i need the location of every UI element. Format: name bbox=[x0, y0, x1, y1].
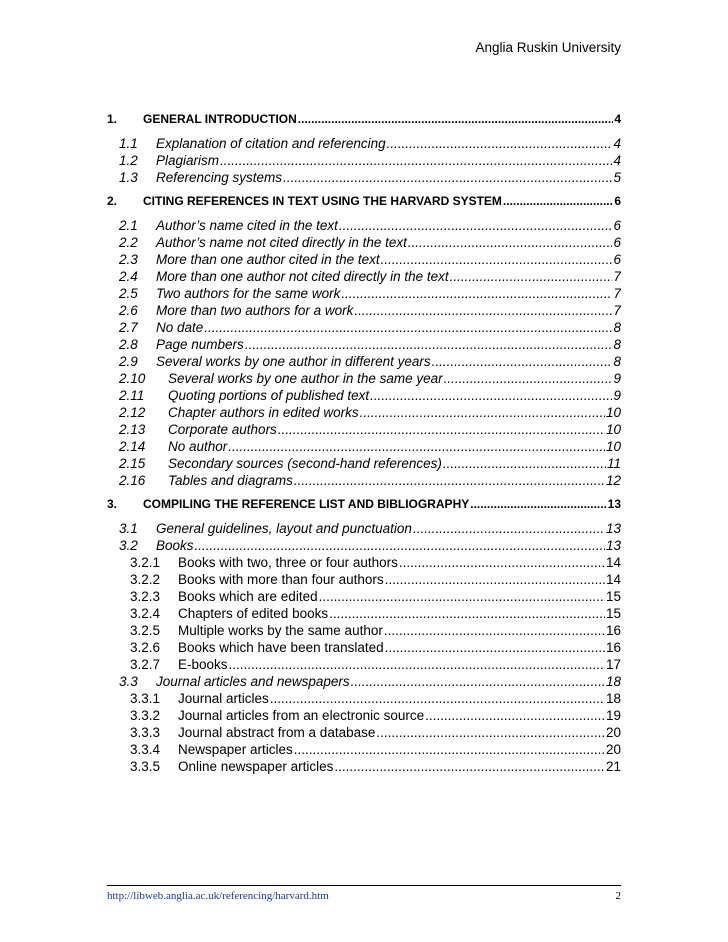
toc-entry[interactable] bbox=[107, 319, 621, 336]
toc-entry-number: 1.2 bbox=[119, 153, 138, 168]
toc-leader-dots bbox=[294, 741, 605, 758]
toc-leader-dots bbox=[425, 707, 605, 724]
toc-leader-dots bbox=[444, 370, 613, 387]
toc-entry-title: Journal articles bbox=[178, 691, 269, 706]
toc-entry-title: Chapters of edited books bbox=[178, 606, 329, 621]
footer-url-link[interactable]: http://libweb.anglia.ac.uk/referencing/harvard.htm bbox=[107, 890, 329, 902]
toc-leader-dots bbox=[443, 455, 606, 472]
toc-entry-page: 14 bbox=[605, 555, 621, 570]
toc-entry[interactable] bbox=[107, 404, 621, 421]
toc-entry-number: 3.3.5 bbox=[130, 759, 161, 774]
toc-entry-number: 3.2.1 bbox=[130, 555, 161, 570]
toc-entry-title: More than two authors for a work bbox=[156, 303, 354, 318]
toc-entry-page: 7 bbox=[613, 303, 621, 318]
toc-entry-number: 3.2.4 bbox=[130, 606, 161, 621]
toc-entry-title: COMPILING THE REFERENCE LIST AND BIBLIOGRAPHY bbox=[143, 497, 470, 511]
toc-entry[interactable] bbox=[107, 353, 621, 370]
toc-entry[interactable] bbox=[107, 285, 621, 302]
toc-entry-page: 7 bbox=[613, 286, 621, 301]
toc-entry[interactable] bbox=[107, 622, 621, 639]
toc-entry-title: E-books bbox=[178, 657, 228, 672]
toc-entry[interactable] bbox=[107, 472, 621, 489]
toc-entry-number: 3.3.4 bbox=[130, 742, 161, 757]
toc-entry-number: 2.16 bbox=[119, 473, 146, 488]
toc-leader-dots bbox=[470, 496, 606, 513]
toc-entry[interactable] bbox=[107, 336, 621, 353]
toc-entry-page: 16 bbox=[605, 623, 621, 638]
toc-entry[interactable] bbox=[107, 741, 621, 758]
toc-entry-number: 2.10 bbox=[119, 371, 146, 386]
toc-entry-page: 7 bbox=[613, 269, 621, 284]
toc-entry-number: 3.3.2 bbox=[130, 708, 161, 723]
toc-entry-number: 3.2.3 bbox=[130, 589, 161, 604]
toc-entry-title: Referencing systems bbox=[156, 170, 283, 185]
toc-entry-number: 1. bbox=[107, 112, 118, 126]
toc-entry-page: 9 bbox=[613, 371, 621, 386]
toc-entry-page: 20 bbox=[605, 742, 621, 757]
toc-leader-dots bbox=[370, 387, 612, 404]
toc-leader-dots bbox=[408, 234, 613, 251]
toc-entry-number: 3.1 bbox=[119, 521, 138, 536]
toc-entry-title: Quoting portions of published text bbox=[168, 388, 370, 403]
toc-leader-dots bbox=[341, 285, 612, 302]
toc-entry-title: Page numbers bbox=[156, 337, 244, 352]
toc-entry-page: 4 bbox=[614, 112, 621, 126]
toc-entry-title: Online newspaper articles bbox=[178, 759, 334, 774]
toc-entry-page: 6 bbox=[614, 194, 621, 208]
toc-entry-title: Journal articles and newspapers bbox=[156, 674, 350, 689]
toc-entry[interactable] bbox=[107, 302, 621, 319]
toc-entry-page: 6 bbox=[613, 218, 621, 233]
toc-entry-page: 13 bbox=[607, 497, 621, 511]
toc-entry-number: 2.14 bbox=[119, 439, 146, 454]
toc-entry-number: 2.7 bbox=[119, 320, 138, 335]
toc-entry-number: 2.11 bbox=[119, 388, 145, 403]
toc-entry-number: 2.1 bbox=[119, 218, 138, 233]
toc-leader-dots bbox=[278, 421, 605, 438]
toc-leader-dots bbox=[270, 690, 605, 707]
toc-entry-page: 8 bbox=[613, 320, 621, 335]
toc-entry[interactable] bbox=[107, 656, 621, 673]
toc-entry-number: 3.2.5 bbox=[130, 623, 161, 638]
toc-leader-dots bbox=[432, 353, 613, 370]
toc-entry-number: 2.15 bbox=[119, 456, 146, 471]
toc-entry[interactable] bbox=[107, 571, 621, 588]
toc-leader-dots bbox=[413, 520, 605, 537]
toc-entry-title: Tables and diagrams bbox=[168, 473, 293, 488]
table-of-contents bbox=[107, 111, 621, 775]
toc-entry[interactable] bbox=[107, 707, 621, 724]
toc-leader-dots bbox=[298, 111, 614, 128]
toc-entry[interactable] bbox=[107, 193, 621, 210]
toc-entry-title: Plagiarism bbox=[156, 153, 220, 168]
toc-entry[interactable] bbox=[107, 588, 621, 605]
toc-leader-dots bbox=[399, 554, 605, 571]
toc-entry-page: 5 bbox=[613, 170, 621, 185]
toc-leader-dots bbox=[450, 268, 613, 285]
toc-entry-number: 2.3 bbox=[119, 252, 138, 267]
toc-entry[interactable] bbox=[107, 234, 621, 251]
toc-entry-page: 8 bbox=[613, 354, 621, 369]
toc-leader-dots bbox=[387, 135, 613, 152]
toc-leader-dots bbox=[376, 724, 605, 741]
toc-entry-page: 6 bbox=[613, 235, 621, 250]
toc-entry[interactable] bbox=[107, 251, 621, 268]
toc-entry-page: 14 bbox=[605, 572, 621, 587]
toc-entry[interactable] bbox=[107, 455, 621, 472]
toc-entry[interactable] bbox=[107, 387, 621, 404]
toc-entry-number: 3. bbox=[107, 497, 118, 511]
toc-entry-number: 2.2 bbox=[119, 235, 138, 250]
toc-entry-number: 3.2.7 bbox=[130, 657, 161, 672]
toc-leader-dots bbox=[334, 758, 605, 775]
toc-entry-page: 18 bbox=[605, 691, 621, 706]
toc-entry[interactable] bbox=[107, 554, 621, 571]
toc-entry-number: 2. bbox=[107, 194, 118, 208]
toc-entry-number: 2.12 bbox=[119, 405, 146, 420]
toc-entry[interactable] bbox=[107, 520, 621, 537]
toc-entry-title: CITING REFERENCES IN TEXT USING THE HARVARD SYSTEM bbox=[143, 194, 502, 208]
toc-leader-dots bbox=[228, 438, 605, 455]
toc-entry-page: 21 bbox=[605, 759, 621, 774]
toc-entry-page: 10 bbox=[605, 405, 621, 420]
page-footer bbox=[107, 885, 621, 902]
toc-entry-number: 2.13 bbox=[119, 422, 146, 437]
toc-entry-number: 3.2 bbox=[119, 538, 138, 553]
toc-entry-title: Newspaper articles bbox=[178, 742, 293, 757]
running-header: Anglia Ruskin University bbox=[475, 40, 621, 55]
toc-entry-page: 18 bbox=[605, 674, 621, 689]
toc-entry[interactable] bbox=[107, 438, 621, 455]
toc-entry[interactable] bbox=[107, 690, 621, 707]
toc-entry-page: 15 bbox=[605, 606, 621, 621]
toc-leader-dots bbox=[351, 673, 605, 690]
toc-entry-page: 13 bbox=[605, 521, 621, 536]
toc-leader-dots bbox=[354, 302, 612, 319]
toc-entry-page: 4 bbox=[613, 136, 621, 151]
toc-entry-title: Journal abstract from a database bbox=[178, 725, 376, 740]
toc-entry-number: 1.1 bbox=[119, 136, 138, 151]
toc-entry-title: Chapter authors in edited works bbox=[168, 405, 359, 420]
toc-entry-title: General guidelines, layout and punctuation bbox=[156, 521, 412, 536]
toc-entry-number: 3.3.1 bbox=[130, 691, 161, 706]
toc-entry-title: Explanation of citation and referencing bbox=[156, 136, 386, 151]
toc-entry[interactable] bbox=[107, 537, 621, 554]
toc-entry-page: 17 bbox=[605, 657, 621, 672]
toc-leader-dots bbox=[245, 336, 613, 353]
toc-leader-dots bbox=[360, 404, 605, 421]
toc-entry-title: Secondary sources (second-hand references) bbox=[168, 456, 442, 471]
toc-entry-title: Several works by one author in different years bbox=[156, 354, 431, 369]
toc-entry[interactable] bbox=[107, 111, 621, 128]
toc-entry-number: 1.3 bbox=[119, 170, 138, 185]
toc-leader-dots bbox=[220, 152, 612, 169]
toc-entry-page: 10 bbox=[605, 422, 621, 437]
toc-entry-page: 13 bbox=[605, 538, 621, 553]
toc-entry[interactable] bbox=[107, 605, 621, 622]
toc-entry[interactable] bbox=[107, 673, 621, 690]
toc-entry-number: 2.8 bbox=[119, 337, 138, 352]
toc-entry-page: 12 bbox=[605, 473, 621, 488]
toc-entry[interactable] bbox=[107, 135, 621, 152]
toc-entry-page: 11 bbox=[606, 456, 621, 471]
toc-entry-title: More than one author cited in the text bbox=[156, 252, 380, 267]
toc-entry-title: Two authors for the same work bbox=[156, 286, 341, 301]
toc-entry-title: Author’s name not cited directly in the text bbox=[156, 235, 407, 250]
toc-entry-page: 20 bbox=[605, 725, 621, 740]
toc-entry-page: 16 bbox=[605, 640, 621, 655]
toc-entry-number: 2.6 bbox=[119, 303, 138, 318]
toc-entry[interactable] bbox=[107, 724, 621, 741]
toc-entry-number: 2.9 bbox=[119, 354, 138, 369]
toc-entry-number: 2.5 bbox=[119, 286, 138, 301]
toc-leader-dots bbox=[319, 588, 605, 605]
toc-leader-dots bbox=[204, 319, 612, 336]
toc-leader-dots bbox=[385, 571, 605, 588]
toc-entry-title: No author bbox=[168, 439, 228, 454]
toc-entry-title: Books with two, three or four authors bbox=[178, 555, 398, 570]
toc-leader-dots bbox=[229, 656, 605, 673]
toc-leader-dots bbox=[195, 537, 605, 554]
toc-entry-title: Books with more than four authors bbox=[178, 572, 384, 587]
toc-leader-dots bbox=[339, 217, 613, 234]
toc-entry-title: Several works by one author in the same year bbox=[168, 371, 443, 386]
toc-entry-page: 4 bbox=[613, 153, 621, 168]
toc-entry-title: No date bbox=[156, 320, 204, 335]
toc-leader-dots bbox=[294, 472, 605, 489]
toc-entry-page: 10 bbox=[605, 439, 621, 454]
toc-entry-title: Books which have been translated bbox=[178, 640, 384, 655]
toc-leader-dots bbox=[503, 193, 613, 210]
toc-entry-page: 6 bbox=[613, 252, 621, 267]
toc-entry-number: 3.2.2 bbox=[130, 572, 161, 587]
toc-entry[interactable] bbox=[107, 169, 621, 186]
toc-entry[interactable] bbox=[107, 217, 621, 234]
toc-entry-page: 19 bbox=[605, 708, 621, 723]
toc-entry-title: Author’s name cited in the text bbox=[156, 218, 338, 233]
toc-entry[interactable] bbox=[107, 758, 621, 775]
toc-leader-dots bbox=[329, 605, 605, 622]
toc-entry-title: Books bbox=[156, 538, 194, 553]
toc-entry-number: 3.2.6 bbox=[130, 640, 161, 655]
toc-entry[interactable] bbox=[107, 496, 621, 513]
toc-entry[interactable] bbox=[107, 370, 621, 387]
toc-entry-page: 15 bbox=[605, 589, 621, 604]
toc-leader-dots bbox=[283, 169, 612, 186]
toc-entry-title: Multiple works by the same author bbox=[178, 623, 383, 638]
toc-entry[interactable] bbox=[107, 421, 621, 438]
toc-leader-dots bbox=[384, 622, 605, 639]
toc-entry-title: Books which are edited bbox=[178, 589, 318, 604]
toc-entry[interactable] bbox=[107, 152, 621, 169]
toc-entry-number: 3.3 bbox=[119, 674, 138, 689]
toc-entry-title: Corporate authors bbox=[168, 422, 277, 437]
toc-entry-title: Journal articles from an electronic source bbox=[178, 708, 425, 723]
toc-leader-dots bbox=[381, 251, 613, 268]
toc-entry-page: 8 bbox=[613, 337, 621, 352]
toc-entry-title: More than one author not cited directly in the text bbox=[156, 269, 449, 284]
toc-entry[interactable] bbox=[107, 639, 621, 656]
toc-entry-page: 9 bbox=[613, 388, 621, 403]
toc-entry-number: 3.3.3 bbox=[130, 725, 161, 740]
toc-entry-title: GENERAL INTRODUCTION bbox=[143, 112, 297, 126]
footer-page-number: 2 bbox=[615, 890, 621, 902]
toc-leader-dots bbox=[385, 639, 605, 656]
toc-entry-number: 2.4 bbox=[119, 269, 138, 284]
toc-entry[interactable] bbox=[107, 268, 621, 285]
